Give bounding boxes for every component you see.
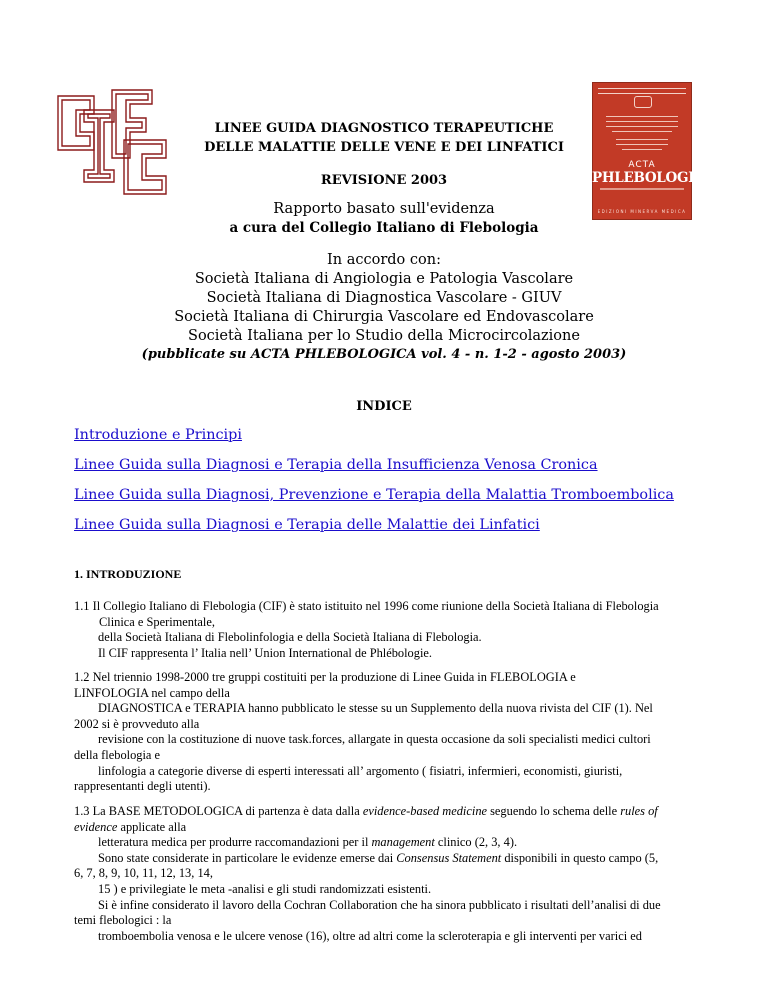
text-line: revisione con la costituzione di nuove task.forces, allargate in questa occasione da soli specialisti medici cultori [98,732,651,747]
report-line-2: a cura del Collegio Italiano di Flebologia [229,220,539,236]
text-span: applicate alla [117,819,187,834]
index-heading: INDICE [356,399,412,414]
text-line [74,820,734,836]
text-span: rules of [620,804,658,818]
text-span: letteratura medica per produrre raccomandazioni per il [98,835,372,850]
paragraph-1-2 [74,670,734,795]
society-item: Società Italiana per lo Studio della Microcircolazione [188,328,580,344]
text-line: 1.2 Nel triennio 1998-2000 tre gruppi costituiti per la produzione di Linee Guida in FLEBOLOGIA e [74,670,576,684]
text-line: Il CIF rappresenta l’ Italia nell’ Union International de Phlébologie. [98,645,432,660]
text-span: clinico (2, 3, 4). [434,835,518,850]
text-line: LINFOLOGIA nel campo della [74,685,230,700]
society-item: Società Italiana di Angiologia e Patologia Vascolare [194,271,574,287]
text-span: seguendo lo schema delle [487,804,621,818]
report-line-1: Rapporto basato sull'evidenza [273,201,495,217]
cover-text-line [606,116,678,117]
text-line: tromboembolia venosa e le ulcere venose (16), oltre ad altri come la scleroterapia e gli interventi per varici ed [98,928,642,943]
text-span: Sono state considerate in particolare le evidenze emerse dai [98,850,397,865]
text-line: DIAGNOSTICA e TERAPIA hanno pubblicato le stesse su un Supplemento della nuova rivista del CIF (1). Nel [98,701,653,716]
text-line [74,835,734,851]
text-line: 2002 si è provveduto alla [74,716,200,731]
cover-acta: ACTA [628,160,656,170]
text-span: management [371,835,435,850]
society-item: Società Italiana di Diagnostica Vascolare - GIUV [206,290,562,306]
index-link-malattia-tromboembolica[interactable]: Linee Guida sulla Diagnosi, Prevenzione e Terapia della Malattia Tromboembolica [74,487,674,503]
cover-title: PHLEBOLOGICA [592,170,715,186]
title-line-1: LINEE GUIDA DIAGNOSTICO TERAPEUTICHE [214,121,554,136]
text-line: rappresentanti degli utenti). [74,779,211,794]
cover-publisher: EDIZIONI MINERVA MEDICA [597,209,687,214]
accord-heading: In accordo con: [327,252,441,268]
text-line: Si è infine considerato il lavoro della Cochran Collaboration che ha sinora pubblicato i risultati dell’analisi di due [98,897,661,912]
text-line: Clinica e Sperimentale, [99,614,215,629]
society-item: Società Italiana di Chirurgia Vascolare ed Endovascolare [174,309,594,325]
paragraph-1-3 [74,804,734,944]
text-line: della Società Italiana di Flebolinfologia e della Società Italiana di Flebologia. [98,630,482,645]
title-line-2: DELLE MALATTIE DELLE VENE E DEI LINFATICI [204,140,564,155]
text-span: evidence-based medicine [362,804,488,818]
text-line: 6, 7, 8, 9, 10, 11, 12, 13, 14, [74,866,213,881]
text-line: della flebologia e [74,747,161,762]
text-line: linfologia a categorie diverse di esperti interessati all’ argomento ( fisiatri, infermieri, economisti, giuristi, [98,763,623,778]
cover-top-strip [598,88,686,94]
section-heading: 1. INTRODUZIONE [74,567,182,581]
index-link-malattie-linfatici[interactable]: Linee Guida sulla Diagnosi e Terapia delle Malattie dei Linfatici [74,517,540,533]
revision-label: REVISIONE 2003 [320,173,448,188]
text-line: temi flebologici : la [74,913,172,928]
index-link-insufficienza-venosa[interactable]: Linee Guida sulla Diagnosi e Terapia della Insufficienza Venosa Cronica [74,457,598,473]
text-span: Consensus Statement [396,850,502,865]
text-line: 15 ) e privilegiate le meta -analisi e gli studi randomizzati esistenti. [98,881,432,896]
text-span: evidence [74,819,118,834]
publication-note: (pubblicate su ACTA PHLEBOLOGICA vol. 4 - n. 1-2 - agosto 2003) [141,347,627,362]
text-span: disponibili in questo campo (5, [501,850,659,865]
text-line [74,804,734,820]
index-link-introduzione[interactable]: Introduzione e Principi [74,427,242,443]
paragraph-1-1 [74,599,734,661]
cover-emblem-icon [634,96,652,108]
text-line: 1.1 Il Collegio Italiano di Flebologia (CIF) è stato istituito nel 1996 come riunione della Società Italiana di Flebologia [74,599,659,613]
text-span: 1.3 La BASE METODOLOGICA di partenza è data dalla [74,804,363,818]
text-line [74,851,734,867]
